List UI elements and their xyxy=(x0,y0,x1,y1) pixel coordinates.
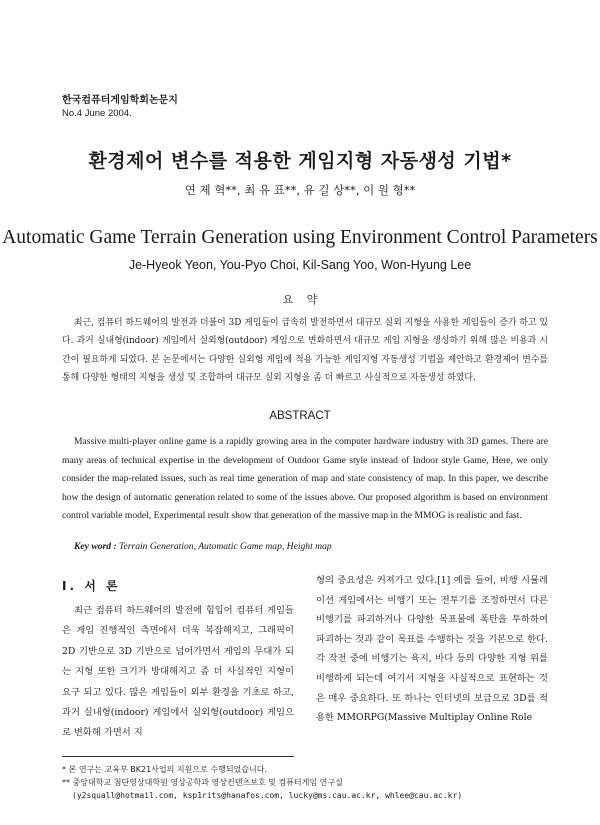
introduction-right-column: 형의 중요성은 커져가고 있다.[1] 예를 들어, 비행 시뮬레이션 게임에서는 비행기 또는 전투기를 조정하면서 다른 비행기를 파괴하거나 다양한 목표물에 폭탄을 투하하여 파괴하는 것과 같이 목표를 수행하는 것을 기본으로 한다. 각 작전 중에 비행기는 육지, 바다 등의 다양한 지형 위를 비행하게 되는데 여기서 지형을 사실적으로 표현하는 것은 매우 중요하다. 또 하나는 인터넷의 보급으로 3D를 적용한 MMORPG(Massive Multiplay Online Role xyxy=(316,575,548,724)
footnote-affiliation: ** 중앙대학교 첨단영상대학원 영상공학과 영상컨텐츠보호 및 컴퓨터게임 연구실 xyxy=(62,778,343,787)
abstract-korean-heading: 요 약 xyxy=(282,293,318,306)
paper-title-korean: 환경제어 변수를 적용한 게임지형 자동생성 기법* xyxy=(88,150,512,172)
footnotes xyxy=(62,763,552,802)
abstract-english-text: Massive multi-player online game is a rapidly growing area in the computer hardware industry with 3D games. There are many areas of technical expertise in the development of Outdoor Game style instead of Indoor style Game, Here, we only consider the map-related issues, such as real time generation of map and state consistency of map. In this paper, we describe how the design of automatic generation related to some of the issues above. Our proposed algorithm is based on environment control variable model, Experimental result show that generation of the massive map in the MMOG is realistic and fast. xyxy=(62,436,548,522)
footnote-divider xyxy=(62,756,294,757)
journal-name: 한국컴퓨터게임학회논문지 xyxy=(62,95,178,106)
keywords-label: Key word : xyxy=(74,541,117,552)
introduction-left-column: 최근 컴퓨터 하드웨어의 발전에 힘입어 컴퓨터 게임들은 게임 진행적인 측면에서 더욱 복잡해지고, 그래픽이 2D 기반으로 3D 기반으로 넘어가면서 게임의 무대가 되는 지형 또한 크기가 방대해지고 좀 더 사실적인 지형이 요구 되고 있다. 많은 게임들이 외부 환경을 기초로 하고, 과거 실내형(indoor) 게임에서 실외형(outdoor) 게임으로 변화해 가면서 지 xyxy=(62,605,294,739)
keywords-text: Terrain Generation, Automatic Game map, Height map xyxy=(116,541,332,552)
keywords xyxy=(74,541,332,552)
footnote-funding: * 본 연구는 교육부 BK21사업의 지원으로 수행되었습니다. xyxy=(62,765,268,774)
section-heading-introduction: Ⅰ. 서 론 xyxy=(62,579,121,593)
abstract-korean-text: 최근, 컴퓨터 하드웨어의 발전과 더불어 3D 게임들이 급속히 발전하면서 대규모 실외 지형을 사용한 게임들이 증가 하고 있다. 과거 실내형(indoor) 게임에서 실외형(outdoor) 게임으로 변화하면서 대규모 게임 지형을 생성하기 위해 많은 비용과 시간이 필요하게 되었다. 본 논문에서는 다양한 실외형 게임에 적용 가능한 게임지형 자동생성 기법을 제안하고 환경제어 변수를 통해 다양한 형태의 지형을 생성 및 조합하여 대규모 실외 지형을 좀 더 빠르고 사실적으로 자동생성 하였다. xyxy=(62,318,548,383)
paper-title-english: Automatic Game Terrain Generation using Environment Control Parameters xyxy=(2,227,598,248)
abstract-english-heading: ABSTRACT xyxy=(269,410,331,422)
authors-english: Je-Hyeok Yeon, You-Pyo Choi, Kil-Sang Yoo, Won-Hyung Lee xyxy=(128,258,472,272)
footnote-emails: (y2squall@hotmail.com, ksp1rits@hanafos.com, lucky@ms.cau.ac.kr, whlee@cau.ac.kr) xyxy=(72,791,463,800)
issue-info: No.4 June 2004. xyxy=(62,108,132,119)
authors-korean: 연 제 혁**, 최 유 표**, 유 길 상**, 이 원 형** xyxy=(184,183,416,197)
